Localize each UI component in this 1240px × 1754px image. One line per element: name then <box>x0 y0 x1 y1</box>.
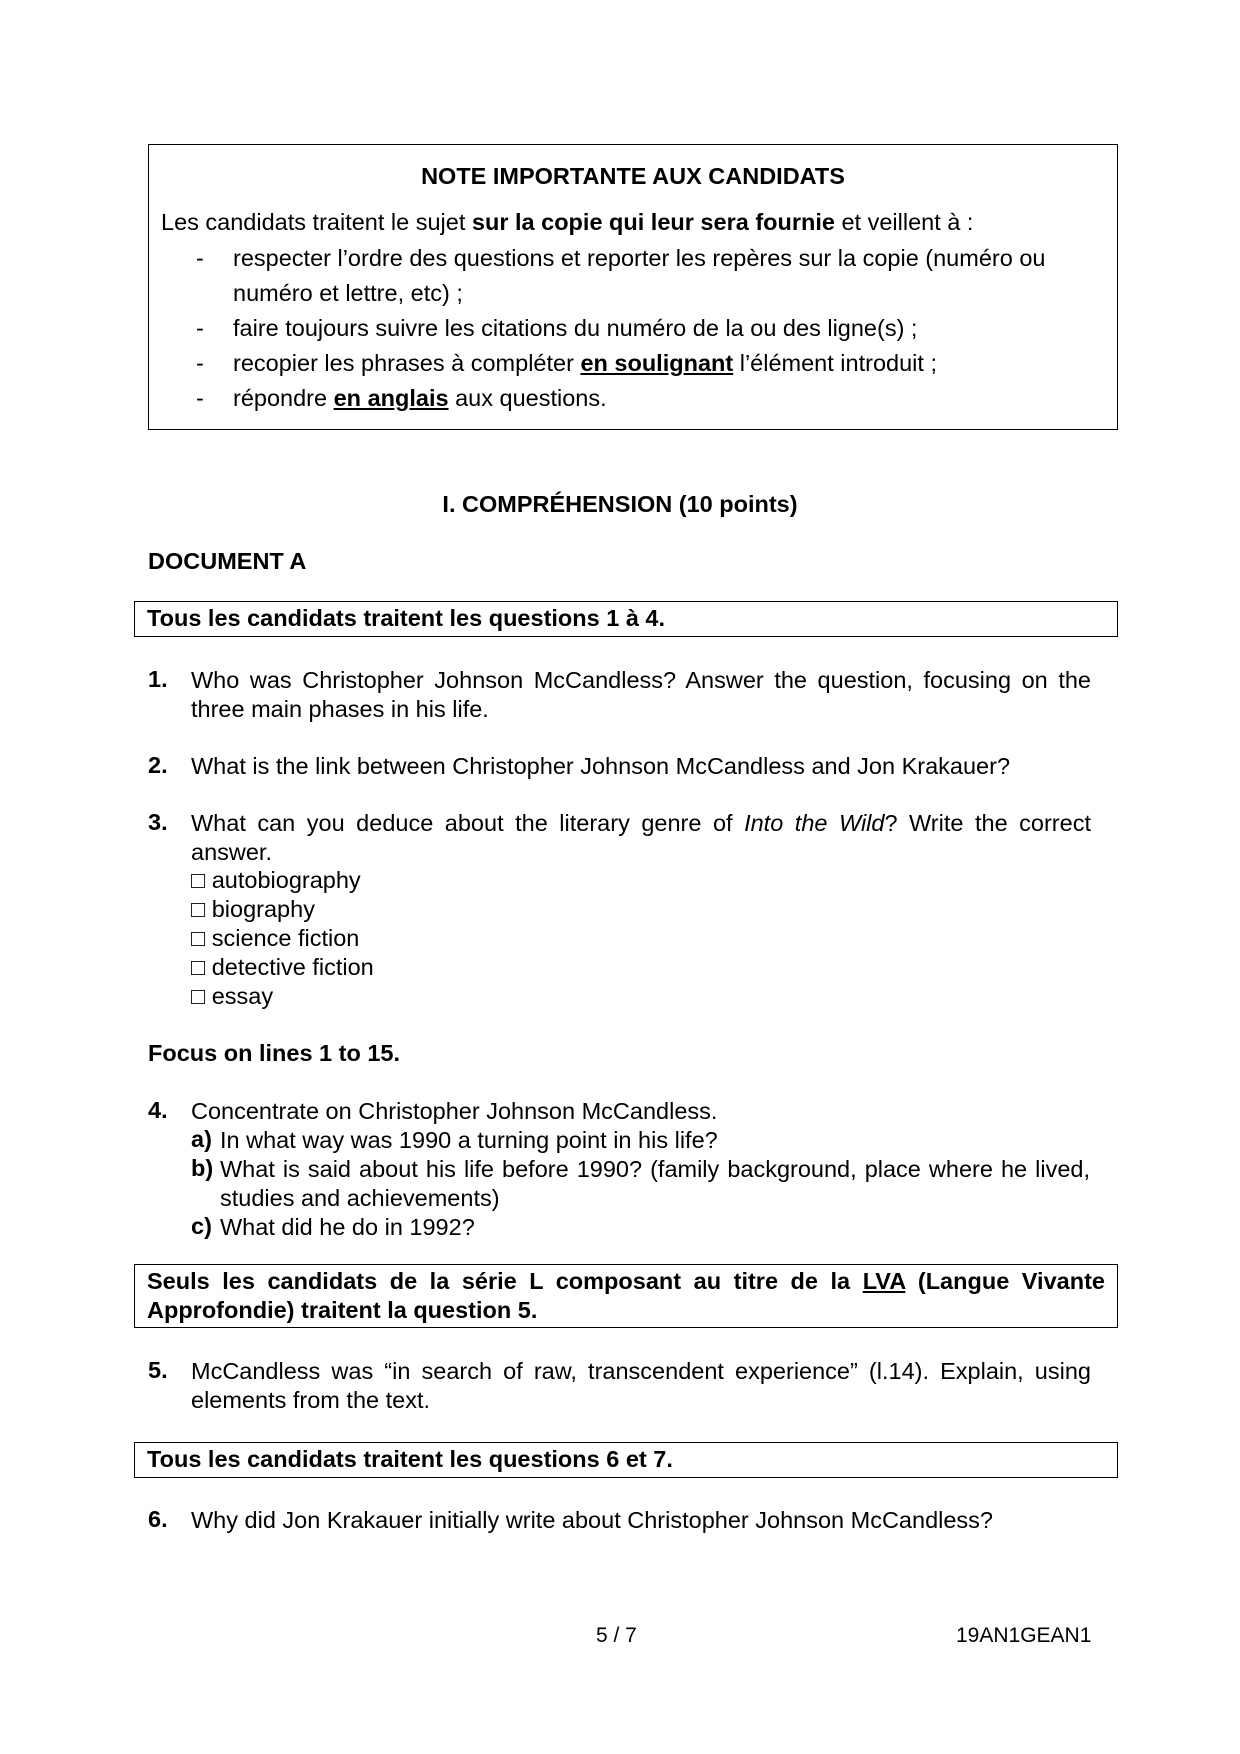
question-5-number: 5. <box>148 1357 168 1383</box>
option-biography: □ biography <box>191 896 315 922</box>
page-number: 5 / 7 <box>596 1624 637 1647</box>
instruction-questions-6-7: Tous les candidats traitent les questions 6 et 7. <box>134 1442 1118 1478</box>
question-3-number: 3. <box>148 809 168 835</box>
question-2-number: 2. <box>148 752 168 778</box>
question-6-text: Why did Jon Krakauer initially write about Christopher Johnson McCandless? <box>191 1507 993 1533</box>
checkbox-icon: □ <box>191 867 206 893</box>
section-title: I. COMPRÉHENSION (10 points) <box>442 491 798 517</box>
checkbox-icon: □ <box>191 954 206 980</box>
question-1-number: 1. <box>148 666 168 692</box>
question-4b-label: b) <box>191 1155 214 1181</box>
option-detective-fiction: □ detective fiction <box>191 954 374 980</box>
note-item-1-line1: respecter l’ordre des questions et reporter les repères sur la copie (numéro ou <box>233 245 1046 271</box>
note-intro: Les candidats traitent le sujet sur la copie qui leur sera fournie et veillent à : <box>161 209 974 235</box>
question-6-number: 6. <box>148 1506 168 1532</box>
question-5-text: McCandless was “in search of raw, transcendent experience” (l.14). Explain, using elements from the text. <box>191 1358 1091 1413</box>
question-4-number: 4. <box>148 1097 168 1123</box>
checkbox-icon: □ <box>191 983 206 1009</box>
bullet-marker: - <box>196 350 204 376</box>
focus-label: Focus on lines 1 to 15. <box>148 1040 401 1066</box>
question-4a-label: a) <box>191 1126 212 1152</box>
question-4-text: Concentrate on Christopher Johnson McCandless. <box>191 1098 718 1124</box>
bullet-marker: - <box>196 245 204 271</box>
note-item-1-line2: numéro et lettre, etc) ; <box>233 280 463 306</box>
option-science-fiction: □ science fiction <box>191 925 360 951</box>
question-4b-text: What is said about his life before 1990? (family background, place where he lived, studies and achievements) <box>220 1156 1090 1211</box>
checkbox-icon: □ <box>191 896 206 922</box>
note-item-3: recopier les phrases à compléter en soulignant l’élément introduit ; <box>233 350 937 376</box>
instruction-questions-1-4: Tous les candidats traitent les questions 1 à 4. <box>134 601 1118 637</box>
question-4a-text: In what way was 1990 a turning point in his life? <box>220 1127 718 1153</box>
note-title: NOTE IMPORTANTE AUX CANDIDATS <box>421 163 845 189</box>
instruction-lva-question-5: Seuls les candidats de la série L composant au titre de la LVA (Langue Vivante Approfondie) traitent la question 5. <box>134 1264 1118 1328</box>
question-1-text: Who was Christopher Johnson McCandless? Answer the question, focusing on the three main phases in his life. <box>191 667 1091 722</box>
note-item-2: faire toujours suivre les citations du numéro de la ou des ligne(s) ; <box>233 315 918 341</box>
checkbox-icon: □ <box>191 925 206 951</box>
question-2-text: What is the link between Christopher Johnson McCandless and Jon Krakauer? <box>191 753 1011 779</box>
option-autobiography: □ autobiography <box>191 867 361 893</box>
document-code: 19AN1GEAN1 <box>956 1624 1092 1647</box>
bullet-marker: - <box>196 315 204 341</box>
question-3-text: What can you deduce about the literary genre of Into the Wild? Write the correct answer. <box>191 810 1091 865</box>
bullet-marker: - <box>196 385 204 411</box>
question-4c-text: What did he do in 1992? <box>220 1214 475 1240</box>
question-4c-label: c) <box>191 1213 212 1239</box>
note-item-4: répondre en anglais aux questions. <box>233 385 607 411</box>
document-label: DOCUMENT A <box>148 548 307 574</box>
option-essay: □ essay <box>191 983 274 1009</box>
important-note-box <box>148 144 1118 430</box>
